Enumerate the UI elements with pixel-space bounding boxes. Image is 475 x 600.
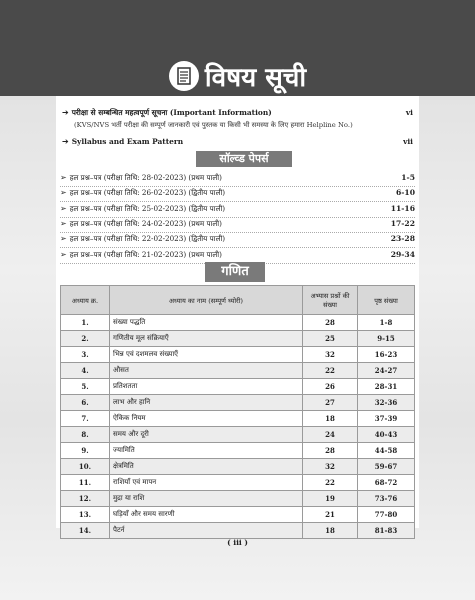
col-header-question-count: अभ्यास प्रश्नों की संख्या bbox=[303, 286, 358, 315]
question-count: 27 bbox=[303, 395, 358, 411]
arrow-icon: ➢ bbox=[60, 188, 67, 198]
question-count: 18 bbox=[303, 523, 358, 539]
page-range: 1-5 bbox=[401, 173, 415, 182]
chapter-name: पैटर्न bbox=[110, 523, 303, 539]
col-header-chapter-name: अध्याय का नाम (सम्पूर्ण थ्योरी) bbox=[110, 286, 303, 315]
chapter-number: 12. bbox=[61, 491, 110, 507]
page-range: 11-16 bbox=[390, 203, 415, 213]
info-row-important: ➔ परीक्षा से सम्बन्धित महत्वपूर्ण सूचना (Important Information) vi bbox=[62, 108, 413, 117]
solved-paper-row bbox=[60, 218, 415, 233]
question-count: 32 bbox=[303, 459, 358, 475]
chapter-number: 8. bbox=[61, 427, 110, 443]
table-row bbox=[61, 475, 415, 491]
arrow-icon: ➔ bbox=[62, 137, 69, 146]
page-range: 73-76 bbox=[358, 491, 415, 507]
chapter-name: ऐकिक नियम bbox=[110, 411, 303, 427]
chapter-number: 4. bbox=[61, 363, 110, 379]
question-count: 26 bbox=[303, 379, 358, 395]
chapter-number: 13. bbox=[61, 507, 110, 523]
page-range: 6-10 bbox=[395, 188, 415, 198]
page-number: vii bbox=[403, 137, 413, 146]
page-range: 81-83 bbox=[358, 523, 415, 539]
chapter-number: 14. bbox=[61, 523, 110, 539]
math-banner: गणित bbox=[205, 262, 265, 282]
page-range: 17-22 bbox=[390, 218, 415, 228]
chapter-name: प्रतिशतता bbox=[110, 379, 303, 395]
col-header-page-number: पृष्ठ संख्या bbox=[358, 286, 415, 315]
table-row bbox=[61, 427, 415, 443]
arrow-icon: ➢ bbox=[60, 234, 67, 244]
arrow-icon: ➢ bbox=[60, 173, 67, 182]
page-range: 29-34 bbox=[390, 249, 415, 259]
page-range: 32-36 bbox=[358, 395, 415, 411]
question-count: 24 bbox=[303, 427, 358, 443]
info-subtext: (KVS/NVS भर्ती परीक्षा की सम्पूर्ण जानकारी एवं पुस्तक या किसी भी समस्या के लिए हमारा Helpline No.) bbox=[74, 121, 353, 129]
chapter-name: घड़ियाँ और समय सारणी bbox=[110, 507, 303, 523]
page-range: 59-67 bbox=[358, 459, 415, 475]
arrow-icon: ➢ bbox=[60, 249, 67, 259]
info-row-syllabus: ➔ Syllabus and Exam Pattern vii bbox=[62, 137, 413, 146]
table-row bbox=[61, 395, 415, 411]
chapter-number: 2. bbox=[61, 331, 110, 347]
page-range: 68-72 bbox=[358, 475, 415, 491]
chapter-number: 6. bbox=[61, 395, 110, 411]
solved-paper-row bbox=[60, 203, 415, 218]
paper-label: हल प्रश्न–पत्र (परीक्षा तिथि: 22-02-2023) (द्वितीय पाली) bbox=[69, 234, 226, 244]
page-range: 9-15 bbox=[358, 331, 415, 347]
table-row bbox=[61, 315, 415, 331]
col-header-chapter-no: अध्याय क्र. bbox=[61, 286, 110, 315]
question-count: 28 bbox=[303, 315, 358, 331]
chapter-name: गणितीय मूल संक्रियाएँ bbox=[110, 331, 303, 347]
paper-label: हल प्रश्न–पत्र (परीक्षा तिथि: 25-02-2023) (द्वितीय पाली) bbox=[69, 203, 226, 213]
paper-label: हल प्रश्न–पत्र (परीक्षा तिथि: 26-02-2023) (द्वितीय पाली) bbox=[69, 188, 226, 198]
chapter-name: औसत bbox=[110, 363, 303, 379]
chapter-number: 7. bbox=[61, 411, 110, 427]
question-count: 32 bbox=[303, 347, 358, 363]
arrow-icon: ➢ bbox=[60, 218, 67, 228]
table-row bbox=[61, 507, 415, 523]
math-contents-table bbox=[60, 285, 415, 539]
paper-label: हल प्रश्न–पत्र (परीक्षा तिथि: 28-02-2023) (प्रथम पाली) bbox=[69, 173, 222, 182]
chapter-name: लाभ और हानि bbox=[110, 395, 303, 411]
solved-paper-row bbox=[60, 187, 415, 202]
question-count: 22 bbox=[303, 475, 358, 491]
chapter-name: राशियाँ एवं मापन bbox=[110, 475, 303, 491]
chapter-number: 3. bbox=[61, 347, 110, 363]
table-row bbox=[61, 491, 415, 507]
page-range: 23-28 bbox=[390, 234, 415, 244]
page-number: vi bbox=[405, 108, 413, 117]
chapter-name: समय और दूरी bbox=[110, 427, 303, 443]
page-range: 40-43 bbox=[358, 427, 415, 443]
page-range: 44-58 bbox=[358, 443, 415, 459]
arrow-icon: ➔ bbox=[62, 108, 69, 117]
chapter-name: संख्या पद्धति bbox=[110, 315, 303, 331]
question-count: 21 bbox=[303, 507, 358, 523]
question-count: 19 bbox=[303, 491, 358, 507]
table-row bbox=[61, 443, 415, 459]
chapter-number: 1. bbox=[61, 315, 110, 331]
page-range: 37-39 bbox=[358, 411, 415, 427]
table-row bbox=[61, 411, 415, 427]
table-row bbox=[61, 347, 415, 363]
chapter-name: ज्यामिति bbox=[110, 443, 303, 459]
page-range: 77-80 bbox=[358, 507, 415, 523]
chapter-name: भिन्न एवं दशमलव संख्याएँ bbox=[110, 347, 303, 363]
question-count: 18 bbox=[303, 411, 358, 427]
page-title bbox=[0, 58, 475, 94]
paper-label: हल प्रश्न–पत्र (परीक्षा तिथि: 21-02-2023) (प्रथम पाली) bbox=[69, 249, 222, 259]
solved-papers-banner: सॉल्व्ड पेपर्स bbox=[196, 151, 292, 167]
paper-label: हल प्रश्न–पत्र (परीक्षा तिथि: 24-02-2023) (प्रथम पाली) bbox=[69, 218, 222, 228]
chapter-name: क्षेत्रमिति bbox=[110, 459, 303, 475]
chapter-name: मुद्रा या राशि bbox=[110, 491, 303, 507]
solved-paper-row bbox=[60, 233, 415, 248]
chapter-number: 11. bbox=[61, 475, 110, 491]
book-list-icon bbox=[169, 61, 199, 91]
question-count: 22 bbox=[303, 363, 358, 379]
chapter-number: 9. bbox=[61, 443, 110, 459]
chapter-number: 10. bbox=[61, 459, 110, 475]
question-count: 25 bbox=[303, 331, 358, 347]
table-header-row bbox=[61, 286, 415, 315]
footer-page-number: ( iii ) bbox=[227, 538, 248, 547]
question-count: 28 bbox=[303, 443, 358, 459]
table-row bbox=[61, 363, 415, 379]
arrow-icon: ➢ bbox=[60, 203, 67, 213]
table-row bbox=[61, 331, 415, 347]
solved-paper-row bbox=[60, 172, 415, 187]
title-text: विषय सूची bbox=[204, 63, 307, 93]
table-row bbox=[61, 523, 415, 539]
page-range: 1-8 bbox=[358, 315, 415, 331]
page-range: 28-31 bbox=[358, 379, 415, 395]
table-row bbox=[61, 379, 415, 395]
chapter-number: 5. bbox=[61, 379, 110, 395]
page-range: 24-27 bbox=[358, 363, 415, 379]
page-range: 16-23 bbox=[358, 347, 415, 363]
table-row bbox=[61, 459, 415, 475]
